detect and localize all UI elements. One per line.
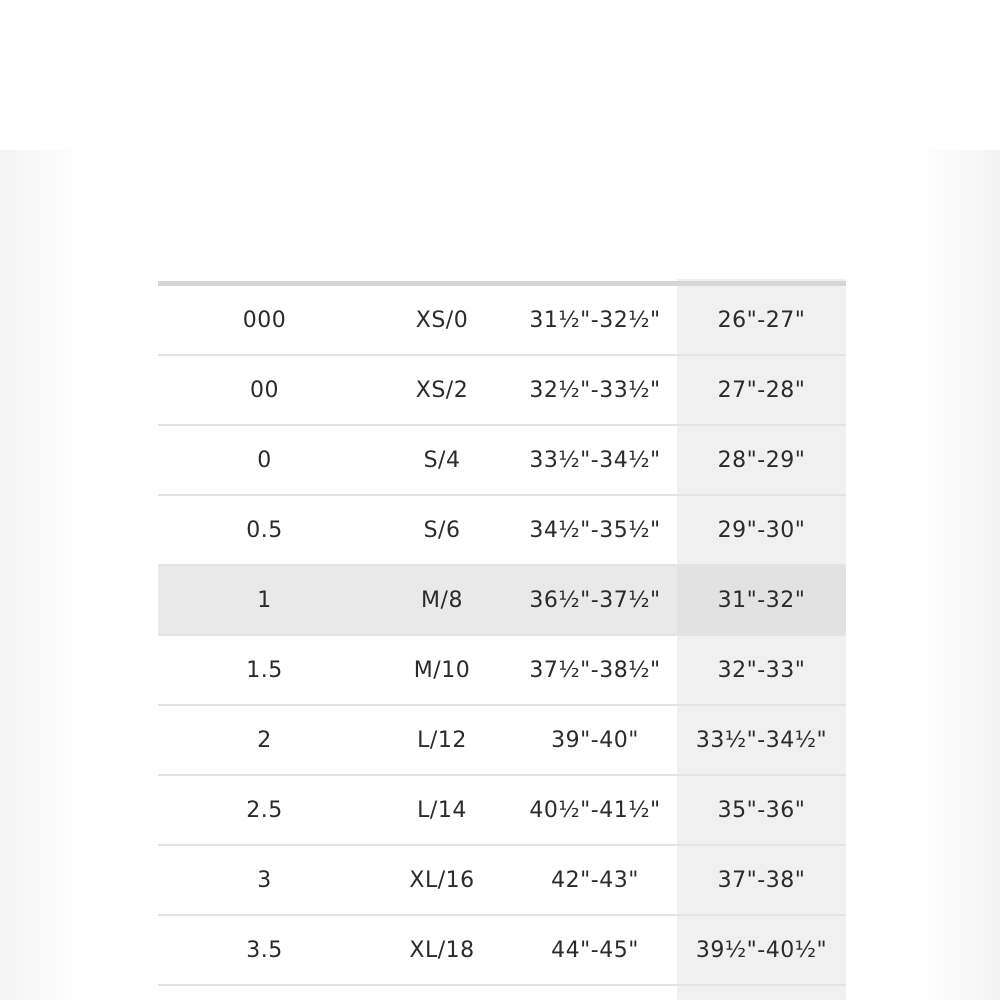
- alpha-size-cell: M/8: [371, 565, 513, 635]
- size-cell: 000: [158, 286, 371, 355]
- table-row-highlighted: [158, 565, 846, 635]
- measurement-b-cell: 33½"-34½": [677, 705, 846, 775]
- measurement-a-cell: 36½"-37½": [513, 565, 677, 635]
- size-cell: 1: [158, 565, 371, 635]
- measurement-b-cell: 35"-36": [677, 775, 846, 845]
- table-row: [158, 286, 846, 355]
- table-row: [158, 775, 846, 845]
- table-row: [158, 845, 846, 915]
- size-cell: 1.5: [158, 635, 371, 705]
- size-table: [158, 286, 846, 986]
- measurement-a-cell: 33½"-34½": [513, 425, 677, 495]
- size-cell: 00: [158, 355, 371, 425]
- alpha-size-cell: M/10: [371, 635, 513, 705]
- table-row: [158, 355, 846, 425]
- size-cell: 3: [158, 845, 371, 915]
- measurement-a-cell: 37½"-38½": [513, 635, 677, 705]
- measurement-b-cell: 27"-28": [677, 355, 846, 425]
- size-cell: 0: [158, 425, 371, 495]
- measurement-a-cell: 39"-40": [513, 705, 677, 775]
- alpha-size-cell: L/12: [371, 705, 513, 775]
- measurement-b-cell: 26"-27": [677, 286, 846, 355]
- size-cell: 3.5: [158, 915, 371, 985]
- alpha-size-cell: XL/18: [371, 915, 513, 985]
- measurement-a-cell: 42"-43": [513, 845, 677, 915]
- alpha-size-cell: S/4: [371, 425, 513, 495]
- measurement-a-cell: 32½"-33½": [513, 355, 677, 425]
- table-row: [158, 705, 846, 775]
- measurement-a-cell: 31½"-32½": [513, 286, 677, 355]
- alpha-size-cell: XL/16: [371, 845, 513, 915]
- size-cell: 2: [158, 705, 371, 775]
- measurement-a-cell: 44"-45": [513, 915, 677, 985]
- table-row: [158, 635, 846, 705]
- measurement-b-cell: 37"-38": [677, 845, 846, 915]
- measurement-b-cell: 39½"-40½": [677, 915, 846, 985]
- measurement-b-cell: 29"-30": [677, 495, 846, 565]
- alpha-size-cell: XS/0: [371, 286, 513, 355]
- measurement-b-cell: 31"-32": [677, 565, 846, 635]
- table-row: [158, 495, 846, 565]
- size-chart: [158, 279, 846, 1000]
- table-row: [158, 425, 846, 495]
- size-cell: 2.5: [158, 775, 371, 845]
- alpha-size-cell: S/6: [371, 495, 513, 565]
- measurement-a-cell: 40½"-41½": [513, 775, 677, 845]
- alpha-size-cell: XS/2: [371, 355, 513, 425]
- table-row: [158, 915, 846, 985]
- size-cell: 0.5: [158, 495, 371, 565]
- measurement-a-cell: 34½"-35½": [513, 495, 677, 565]
- measurement-b-cell: 28"-29": [677, 425, 846, 495]
- measurement-b-cell: 32"-33": [677, 635, 846, 705]
- alpha-size-cell: L/14: [371, 775, 513, 845]
